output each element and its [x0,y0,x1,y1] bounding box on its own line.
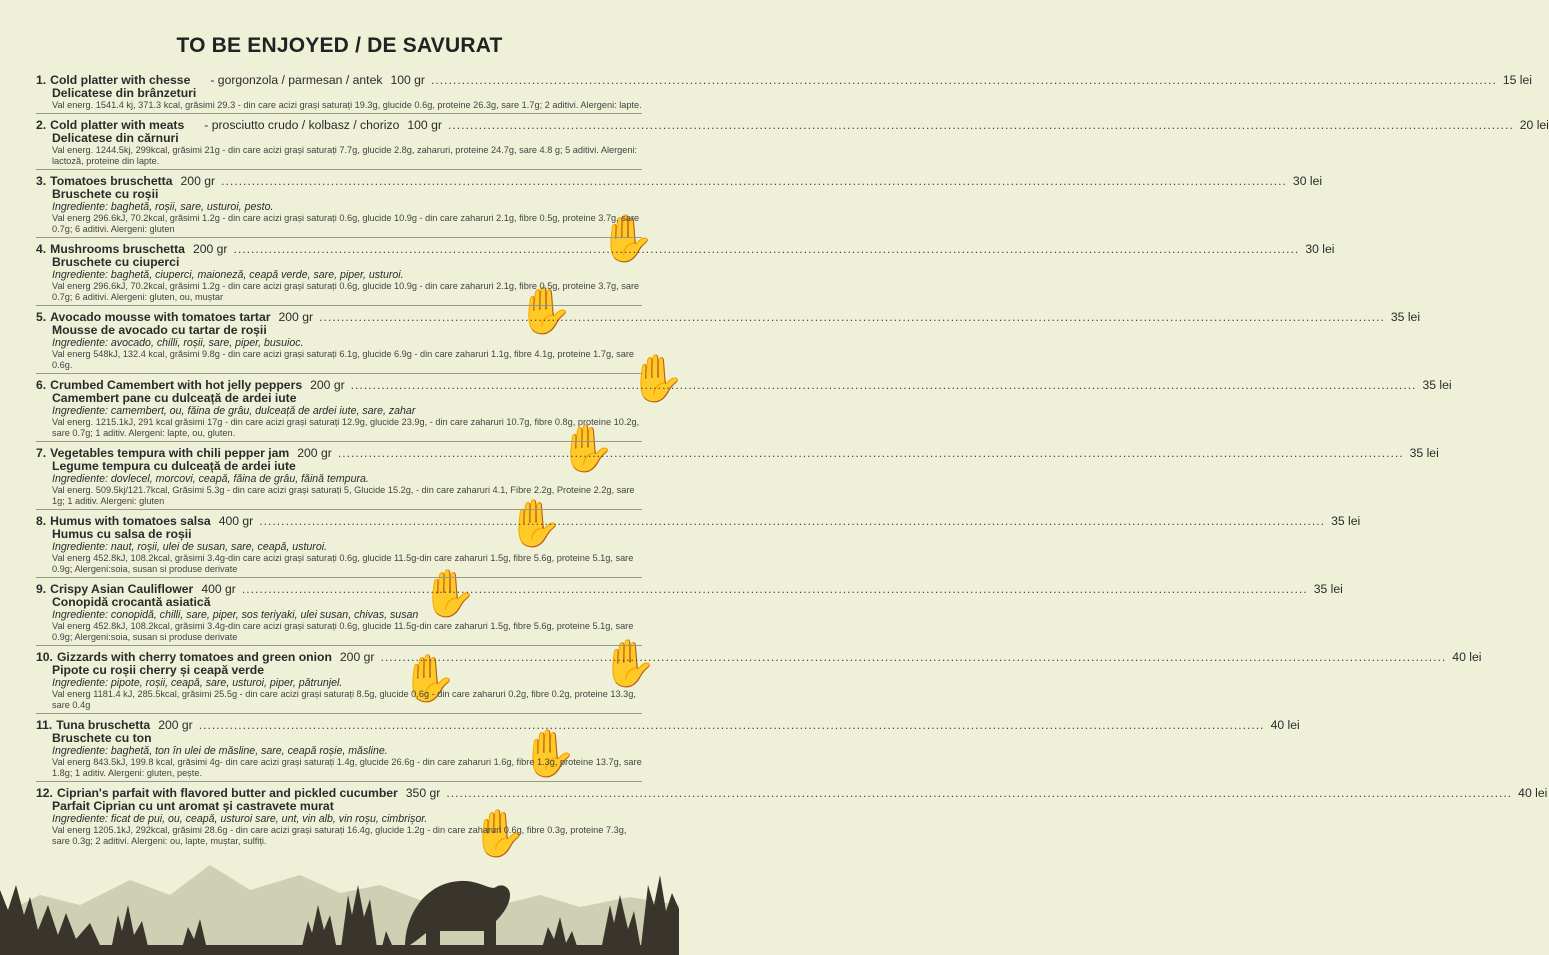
menu-item-header [36,582,1343,596]
item-ingredients: Ingrediente: baghetă, ton în ulei de măsline, sare, ceapă roșie, măsline. [52,745,388,757]
menu-item-header [36,73,1532,87]
item-nutrition: Val energ. 1244.5kj, 299kcal, grăsimi 21g - din care acizi grași saturați 7.7g, glucide 2.8g, zaharuri, proteine 24.7g, sare 4.8 g; 5 aditivi. Alergeni: lactoză, proteine din lapte. [52,145,638,166]
item-number: 4. [36,242,47,256]
item-name-ro: Bruschete cu ciuperci [52,255,180,269]
item-ingredients: Ingrediente: conopidă, chilli, sare, piper, sos teriyaki, ulei susan, chivas, susan [52,609,419,621]
item-divider [36,713,642,714]
menu-item [36,174,1323,238]
paw-print-icon: ✋ [400,652,458,704]
item-nutrition: Val energ 843.5kJ, 199.8 kcal, grăsimi 4g- din care acizi grași saturați 1.4g, glucide 26.6g - din care zaharuri 1.6g, fibre 1.3g, proteine 13.7g, sare 1.8g; 1 aditiv. Alergeni: gluten, pește. [52,757,642,778]
menu-item [36,242,1335,306]
menu-item-header [36,446,1439,460]
item-variants: - gorgonzola / parmesan / antek [210,73,383,87]
forest-silhouette [0,835,679,955]
item-ingredients: Ingrediente: ficat de pui, ou, ceapă, usturoi sare, unt, vin alb, vin roșu, cimbrișor. [52,813,428,825]
item-nutrition: Val energ. 1215.1kJ, 291 kcal grăsimi 17g - din care acizi grași saturați 12.9g, glucide 23.9g, - din care zaharuri 10.7g, fibre 0.8g, proteine 10.2g, sare 0.7g; 1 aditiv. Alergeni: lapte, ou, gluten. [52,417,640,438]
menu-item [36,118,1549,170]
menu-item [36,73,1532,114]
menu-item [36,650,1482,714]
item-name-ro: Bruschete cu roșii [52,187,159,201]
item-weight: 200 gr [192,242,228,256]
item-ingredients: Ingrediente: naut, roșii, ulei de susan, sare, ceapă, usturoi. [52,541,328,553]
menu-item [36,446,1439,510]
item-number: 1. [36,73,47,87]
paw-print-icon: ✋ [558,422,616,474]
item-number: 9. [36,582,47,596]
leader-dots [380,650,1446,664]
item-name: Mushrooms bruschetta [50,242,185,256]
item-name: Humus with tomatoes salsa [50,514,211,528]
item-name: Avocado mousse with tomatoes tartar [50,310,271,324]
item-divider [36,305,642,306]
item-ingredients: Ingrediente: dovlecel, morcovi, ceapă, făina de grâu, făină tempura. [52,473,369,485]
item-name-ro: Humus cu salsa de roșii [52,527,192,541]
item-number: 10. [36,650,53,664]
item-number: 6. [36,378,47,392]
item-name: Gizzards with cherry tomatoes and green onion [56,650,332,664]
menu-item-header [36,650,1482,664]
paw-print-icon: ✋ [506,497,564,549]
item-nutrition: Val energ. 1541.4 kj, 371.3 kcal, grăsimi 29.3 - din care acizi grași saturați 19.3g, glucide 0.6g, proteine 26.3g, sare 1.7g; 2 aditivi. Alergeni: lapte. [52,100,642,110]
leader-dots [234,242,1300,256]
item-price: 35 lei [1331,514,1361,528]
item-number: 8. [36,514,47,528]
menu-item-header [36,310,1421,324]
item-price: 20 lei [1519,118,1549,132]
menu-item [36,582,1343,646]
item-nutrition: Val energ 452.8kJ, 108.2kcal, grăsimi 3.4g-din care acizi grași saturați 0.6g, glucide 11.5g-din care zaharuri 1.5g, fibre 5.6g, proteine 5.1g, sare 0.9g; Alergeni:soia, susan si produse derivate [52,621,634,642]
item-name: Ciprian's parfait with flavored butter and pickled cucumber [56,786,398,800]
menu-item-header [36,718,1300,732]
item-price: 40 lei [1270,718,1300,732]
paw-print-icon: ✋ [600,637,658,689]
menu-item-header [36,118,1549,132]
item-weight: 100 gr [407,118,442,132]
item-price: 30 lei [1292,174,1323,188]
menu-item-header [36,514,1361,528]
item-divider [36,441,642,442]
item-weight: 350 gr [405,786,441,800]
item-number: 2. [36,118,47,132]
item-nutrition: Val energ 452.8kJ, 108.2kcal, grăsimi 3.4g-din care acizi grași saturați 0.6g, glucide 11.5g-din care zaharuri 1.5g, fibre 5.6g, proteine 5.1g, sare 0.9g; Alergeni:soia, susan si produse derivate [52,553,634,574]
menu-item [36,310,1421,374]
menu-item [36,718,1300,782]
paw-print-icon: ✋ [520,727,578,779]
paw-print-icon: ✋ [516,284,574,336]
item-price: 15 lei [1502,73,1532,87]
item-weight: 200 gr [180,174,216,188]
item-name-ro: Pipote cu roșii cherry și ceapă verde [52,663,265,677]
item-name-ro: Camembert pane cu dulceață de ardei iute [52,391,297,405]
menu-item-header [36,174,1323,188]
item-nutrition: Val energ 296.6kJ, 70.2kcal, grăsimi 1.2g - din care acizi grași saturați 0.6g, glucide 10.9g - din care zaharuri 2.1g, fibre 0.5g, proteine 3.7g, sare 0.7g; 6 aditivi. Alergeni: gluten [52,213,640,234]
item-weight: 400 gr [201,582,236,596]
item-name-ro: Parfait Ciprian cu unt aromat și castravete murat [52,799,334,813]
item-weight: 200 gr [297,446,332,460]
leader-dots [319,310,1385,324]
item-nutrition: Val energ 1205.1kJ, 292kcal, grăsimi 28.6g - din care acizi grași saturați 16.4g, glucide 1.2g - din care zaharuri 0.6g, fibre 0.3g, proteine 7.3g, sare 0.3g; 2 aditivi. Alergeni: ou, lapte, muștar, sulfiți. [52,825,627,846]
item-name: Crumbed Camembert with hot jelly peppers [50,378,303,392]
item-number: 7. [36,446,47,460]
item-name-ro: Bruschete cu ton [52,731,152,745]
item-name-ro: Delicatese din brânzeturi [52,86,197,100]
item-name-ro: Mousse de avocado cu tartar de roșii [52,323,267,337]
item-ingredients: Ingrediente: camembert, ou, făina de grâu, dulceață de ardei iute, sare, zahar [52,405,416,417]
leader-dots [351,378,1417,392]
leader-dots [242,582,1308,596]
item-weight: 200 gr [278,310,314,324]
item-ingredients: Ingrediente: pipote, roșii, ceapă, sare, usturoi, piper, pătrunjel. [52,677,343,689]
leader-dots [221,174,1287,188]
item-nutrition: Val energ. 509.5kj/121.7kcal, Grăsimi 5.3g - din care acizi grași saturați 5, Glucide 15.2g, - din care zaharuri 4.1, Fibre 2.2g, Proteine 2.2g, sare 1g; 1 aditiv. Alergeni: gluten [52,485,635,506]
item-weight: 200 gr [339,650,375,664]
item-price: 35 lei [1422,378,1452,392]
menu-item [36,786,1548,847]
menu-list [36,73,1549,850]
leader-dots [446,786,1512,800]
menu-item-header [36,786,1548,800]
paw-print-icon: ✋ [628,352,686,404]
item-divider [36,169,642,170]
leader-dots [259,514,1325,528]
paw-print-icon: ✋ [470,807,528,859]
paw-print-icon: ✋ [420,567,478,619]
page-title: TO BE ENJOYED / DE SAVURAT [176,34,503,57]
leader-dots [431,73,1497,87]
paw-print-icon: ✋ [598,212,656,264]
item-nutrition: Val energ 1181.4 kJ, 285.5kcal, grăsimi 25.5g - din care acizi grași saturați 8.5g, glucide 0.6g - din care zaharuri 0.2g, fibre 0.2g, proteine 13.3g, sare 0.4g [52,689,636,710]
item-ingredients: Ingrediente: avocado, chilli, roșii, sare, piper, busuioc. [52,337,304,349]
item-price: 40 lei [1518,786,1548,800]
menu-item [36,378,1452,442]
item-divider [36,373,642,374]
item-price: 35 lei [1313,582,1343,596]
item-price: 35 lei [1390,310,1421,324]
item-divider [36,113,642,114]
menu-item [36,514,1361,578]
item-number: 3. [36,174,47,188]
item-name-ro: Legume tempura cu dulceață de ardei iute [52,459,296,473]
item-name: Vegetables tempura with chili pepper jam [50,446,290,460]
item-weight: 100 gr [390,73,425,87]
item-number: 12. [36,786,53,800]
menu-item-header [36,378,1452,392]
item-name-ro: Conopidă crocantă asiatică [52,595,211,609]
item-price: 30 lei [1305,242,1335,256]
item-divider [36,237,642,238]
item-name: Tuna bruschetta [56,718,151,732]
item-name: Cold platter with meats [50,118,185,132]
item-name: Crispy Asian Cauliflower [50,582,194,596]
item-name: Cold platter with chesse [50,73,191,87]
item-nutrition: Val energ 296.6kJ, 70.2kcal, grăsimi 1.2g - din care acizi grași saturați 0.6g, glucide 10.9g - din care zaharuri 2.1g, fibre 0.5g, proteine 3.7g, sare 0.7g; 6 aditivi. Alergeni: gluten, ou, muștar [52,281,640,302]
item-weight: 200 gr [310,378,345,392]
item-weight: 400 gr [218,514,254,528]
item-divider [36,577,642,578]
leader-dots [448,118,1514,132]
item-divider [36,781,642,782]
item-divider [36,509,642,510]
item-ingredients: Ingrediente: baghetă, ciuperci, maioneză, ceapă verde, sare, piper, usturoi. [52,269,404,281]
item-price: 40 lei [1452,650,1482,664]
leader-dots [199,718,1265,732]
item-price: 35 lei [1409,446,1439,460]
item-name: Tomatoes bruschetta [50,174,173,188]
item-ingredients: Ingrediente: baghetă, roșii, sare, usturoi, pesto. [52,201,274,213]
menu-item-header [36,242,1335,256]
item-nutrition: Val energ 548kJ, 132.4 kcal, grăsimi 9.8g - din care acizi grași saturați 6.1g, glucide 6.9g - din care zaharuri 1.1g, fibre 4.1g, proteine 1.7g, sare 0.6g. [52,349,635,370]
item-divider [36,645,642,646]
item-name-ro: Delicatese din cărnuri [52,131,179,145]
item-number: 11. [36,718,53,732]
leader-dots [338,446,1404,460]
item-weight: 200 gr [158,718,193,732]
item-number: 5. [36,310,47,324]
item-variants: - prosciutto crudo / kolbasz / chorizo [204,118,400,132]
